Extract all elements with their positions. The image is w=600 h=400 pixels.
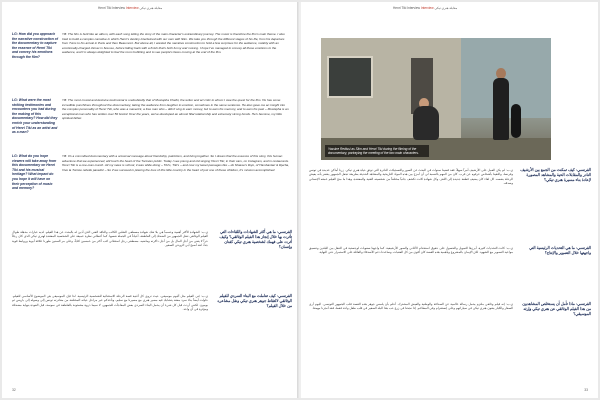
arabic-answer: ي.ب: لم يكن العمل على الأرشيف أمراً سهلاً، فقد قضينا سنوات في البحث عن الصور والتسجيلات النادرة التي توثق حياة هنري تيكي. زرنا أماكن عديدة في تونس وفرنسا، والتقينا بأشخاص عرفوه عن قرب. كان من المهم بالنسبة لي أن أمزج بين هذه المواد التاريخية والمشاهد الحديثة بطريقة تجعل الجمهور يشعر بأنه يعيش الرحلة بنفسه. كل لقاء كان يضيف قطعة جديدة إلى اللغز، وكل شهادة كانت تكشف جانباً مختلفاً من شخصيته الغنية والمعقدة، وهذا ما منح الفيلم عمقه الإنساني وصدقه. — [309, 168, 513, 186]
qa-block-1 — [12, 32, 292, 94]
qa-block-3 — [12, 154, 292, 196]
arabic-question: الفرنسي: ما هي التحديات الرئيسية التي واجهتها خلال التصوير والإنتاج؟ — [529, 246, 591, 255]
standing-man — [493, 78, 509, 140]
page-number: 32 — [12, 388, 16, 392]
header-accent: Interview — [420, 6, 434, 10]
photo-window — [327, 56, 373, 98]
question-text: LG: What were the most striking testimonies and encounters you had during the making of this documentary? How did they enrich your understanding of Henri Tiki as an artist and as a man? — [12, 98, 58, 135]
arabic-question: الفرنسي: كيف تعاملت مع البناء السردي للفيلم الوثائقي لالتقاط جوهر هنري تيكي ونقل مشاعره من خلال الفيلم؟ — [217, 294, 292, 308]
arabic-qa-block-3 — [309, 168, 591, 224]
right-running-header — [393, 6, 457, 10]
arabic-answer: ي.ب: الشهادة الأكثر أهمية وحسماً هي بلا شك شهادة مصطفى الشلبي الكاتب والناقد الفني الذي أدين له بالبحث عن هذا الفيلم. لديه عبارات مذهلة طوال الفيلم الوثائقي تنقل الجمهور من الضحك إلى العاطفة، أحياناً في الجملة نفسها. كما أعطاني نظرة عميقة على الشخصية المعقدة لهنري تيكي الذي كان رجلاً حراً لا يغني من أجل المال بل من أجل ذاكرته وماضيه. مصطفى رجل استثنائي كتب أكثر من خمسين كتاباً، وعلى مر السنين طورنا علاقة أبوية وروابط قوية جداً، لقد أصبح أبي الروحي الصغير. — [12, 230, 208, 248]
arabic-answer: ي.ب: بُني الفيلم مثل ألبوم موسيقي، حيث تروي كل أغنية قصة الرحلة الاستثنائية للشخصية الرئيسية. لذا فإن الموسيقى هي الموضوع الأساسي للفيلم. حاولت أيضاً بناء سرد معقد يتشابك فيه مصير هنري مع مصيرنا مع سليم، ونأخذكم عبر مراحل حياته المختلفة من مغادرته تونس إلى وصوله إلى باريس ثم بومون. لكنني أردت قبل كل شيء أن يحمل البناء السردي بعض المفاجآت للجمهور، لا سيما ذروة مشحونة بالعاطفة في سوسة، قبل العودة بنهاية مضحكة ومؤثرة في آن واحد. — [12, 294, 208, 312]
left-page — [2, 2, 299, 398]
answer-text: YB: The most crucial and decisive testimonial is undoubtedly that of Mustapha Chelbi, the writer and art critic to whom I owe the quest for the film. He has some incredible punchlines throughout the documentary, taking the audience from laughter to emotion, sometimes in the same sentence. He also gave me an insight into the complex personality of Henri Tiki, who was a maverick, a free man who – didn't sing to earn money, but to earn his memory, and to earn his past – Mustapha is an exceptional man who has written over 50 books! Over the years, we've developed an almost filial relationship and extremely strong bonds. He's become, my little spiritual father. — [62, 98, 289, 120]
answer-text: YB: It's a committed documentary with a universal message about friendship, patriotism, and living together. So I dream that the essence of this story, this human adventure that we experienced, will touch the heart of the Tunisian public. Today I see young and old singing Henri Tiki, in their cars, on Instagram, and in restaurants. Henri Tiki is a one-man march. All my news is school, it was while doing – Tiki's, Tiki's – and now my tweet passages like – do Sharee's Diyo, of Hambantari & Djerba, Vive la Tunisie rebelle paradis! – So if we succeed in placing the love of this little country in the heart of just one of these children, it's mission accomplished. — [62, 154, 289, 172]
seated-man — [413, 106, 439, 140]
arabic-qa-block-2 — [12, 294, 292, 354]
header-suffix: مقابلة هنري تيكي — [434, 6, 458, 10]
arabic-answer: ي.ب: إنه فيلم وثائقي ملتزم يحمل رسالة عالمية عن الصداقة والوطنية والعيش المشترك. أحلم بأن يلمس جوهر هذه القصة قلب الجمهور التونسي. اليوم أرى الصغار والكبار يغنون هنري تيكي في سياراتهم وعلى إنستغرام وفي المطاعم. إذا نجحنا في زرع حب هذا البلد الصغير في قلب طفل واحد فقط، فقد أنجزنا مهمتنا. — [309, 302, 513, 311]
right-page — [301, 2, 598, 398]
page-number: 33 — [584, 388, 588, 392]
guitar-case — [511, 104, 521, 138]
photo-caption: Yassine Redissi as Slim and Henri Tiki during the filming of the documentary, portraying the meeting of the two main characters. — [325, 145, 429, 157]
header-prefix: Henri Tiki Interview — [98, 6, 125, 10]
arabic-qa-block-5 — [309, 302, 591, 362]
film-still-photo — [321, 38, 551, 160]
arabic-question: الفرنسي: ماذا تأمل أن يستخلص المشاهدون من هذا الفيلم الوثائقي عن هنري تيكي وإرثه الموسيقي؟ — [522, 302, 591, 316]
arabic-answer: ي.ب: كانت التحديات كثيرة، أبرزها التمويل والحصول على حقوق استخدام الأغاني والصور الأرشيفية. كما واجهنا صعوبات لوجستية في التنقل بين البلدين وتنسيق مواعيد التصوير مع الشهود. لكن الإيمان بالمشروع وبأهمية هذه القصة كان أقوى من كل العقبات، وساعدنا دعم الأصدقاء والعائلة على الاستمرار حتى النهاية. — [309, 246, 513, 255]
header-suffix: مقابلة هنري تيكي — [139, 6, 163, 10]
arabic-question: الفرنسي: كيف تمكنت من الجمع بين الأرشيف النادر والمقابلات الحية والمشاهد المصورة لإعادة بناء مسيرة هنري تيكي؟ — [520, 168, 591, 182]
header-prefix: Henri Tiki Interview — [393, 6, 420, 10]
question-text: LG: How did you approach the narrative construction of the documentary to capture the essence of Henri Tiki and convey his emotions through the film? — [12, 32, 58, 59]
header-accent: Interview — [125, 6, 139, 10]
arabic-qa-block-4 — [309, 246, 591, 286]
arabic-question: الفرنسي: ما هي أكثر الشهادات واللقاءات التي تأثرت بها خلال إنجاز هذا الفيلم الوثائقي؟ وكيف أثرت على فهمك لشخصية هنري تيكي كفنان وإنسان؟ — [219, 230, 292, 249]
arabic-qa-block-1 — [12, 230, 292, 270]
question-text: LG: What do you hope viewers will take away from this documentary on Henri Tiki and his musical heritage? What impact do you hope it will have on their perception of music and memory? — [12, 154, 57, 191]
left-running-header — [98, 6, 162, 10]
answer-text: YB: The film is built like an album, with each song telling the story of the main character's extraordinary journey. The music is therefore the film's main theme. I also tried to build a complex narrative in which Henri's destiny intertwined with our own with Slim. We take you through the different stages of his life, from his departure from Tunis to his arrival in Paris and then Beaumont. But above all, I wanted the narrative construction to hold a few surprises for the audience, notably with an emotionally-charged climax in Sousse, before falling back with a finish that's both funny and moving. I hope I've managed to convey all these emotions to the audience, and I'm always delighted to feel the room bubbling and to see people's faces moving at the end of the film. — [62, 32, 285, 54]
qa-block-2 — [12, 98, 292, 148]
